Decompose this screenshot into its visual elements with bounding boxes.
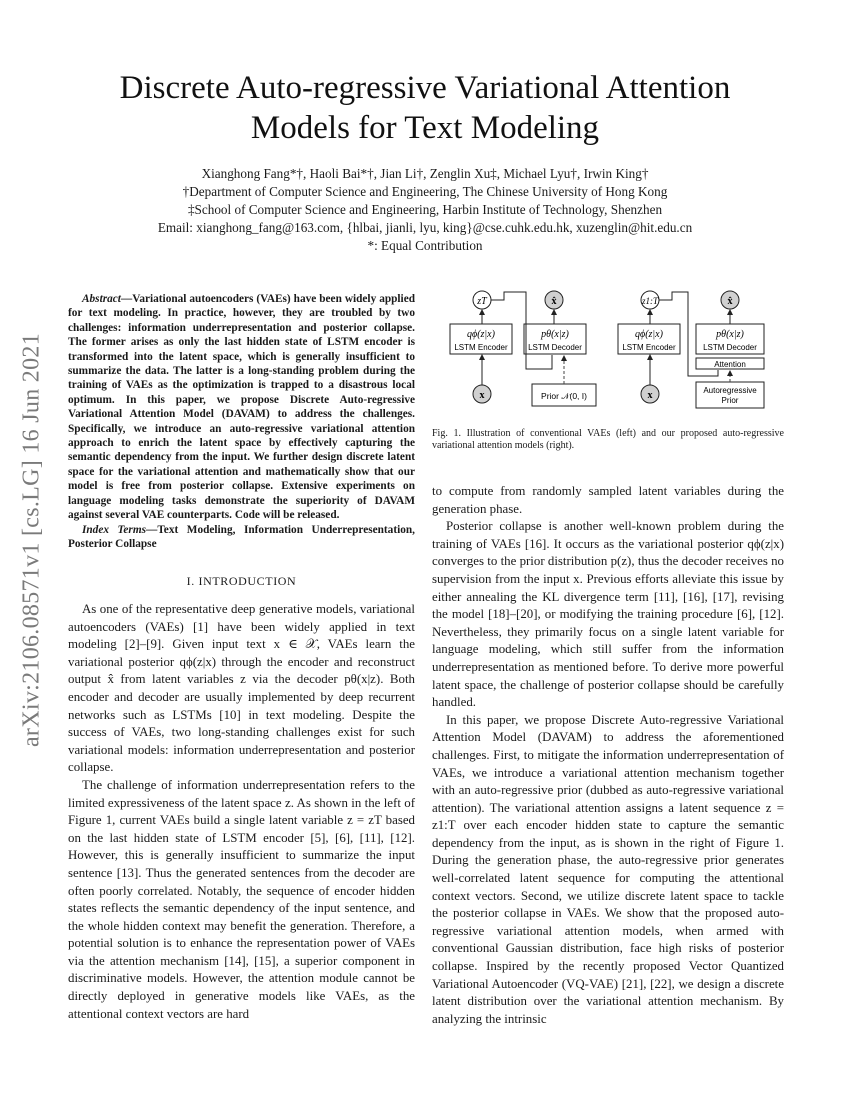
autoregressive-prior-line-2: Prior xyxy=(721,396,739,405)
equal-contribution-note: *: Equal Contribution xyxy=(367,238,483,253)
figure-1-diagram xyxy=(432,284,784,419)
latent-label-left: zT xyxy=(477,296,487,307)
encoder-label-left: LSTM Encoder xyxy=(454,343,508,352)
output-label-right: x̂ xyxy=(727,296,733,307)
prior-label-left: Prior 𝒩(0, I) xyxy=(541,391,587,401)
index-terms-label: Index Terms xyxy=(82,523,147,536)
introduction-body xyxy=(68,601,415,1023)
latent-label-right: z1:T xyxy=(641,296,659,306)
input-label-left: x xyxy=(479,390,485,401)
right-paragraph: In this paper, we propose Discrete Auto-regressive Variational Attention Model (DAVAM) to address the aforementioned challenges. First, to mitigate the information underrepresentation of VAEs, we introduce a variational attention mechanism together with an auto-regressive prior (dubbed as auto-regressive variational attention). The variational attention assigns a latent sequence z = z1:T over each encoder hidden state to capture the semantic dependency from the input, as is shown in the right of Figure 1. During the generation phase, the auto-regressive prior generates well-correlated latent sequence for computing the attentional context vectors. Second, we utilize discrete latent space to tackle the posterior collapse in VAEs. We show that the proposed auto-regressive variational attention models, when armed with conventional Gaussian distribution, face high risks of posterior collapse. Inspired by the recently proposed Vector Quantized Variational Autoencoder (VQ-VAE) [21], [22], we design a discrete latent distribution over the variational attention mechanism. By analyzing the intrinsic xyxy=(432,712,784,1026)
figure-1-caption: Fig. 1. Illustration of conventional VAEs (left) and our proposed auto-regressive variational attention models (right). xyxy=(432,428,784,452)
decoder-label-left: LSTM Decoder xyxy=(528,343,582,352)
right-paragraph: to compute from randomly sampled latent variables during the generation phase. xyxy=(432,484,784,516)
output-label-left: x̂ xyxy=(551,296,557,307)
arxiv-stamp-text: arXiv:2106.08571v1 [cs.LG] 16 Jun 2021 xyxy=(18,332,45,748)
autoregressive-prior-line-1: Autoregressive xyxy=(703,386,757,395)
index-terms-text: —Text Modeling, Information Underrepresentation, Posterior Collapse xyxy=(68,523,415,550)
paper-title xyxy=(80,68,770,148)
section-heading-introduction: I. INTRODUCTION xyxy=(186,574,297,588)
abstract-text: —Variational autoencoders (VAEs) have been widely applied for text modeling. In practice, however, they are troubled by two challenges: information underrepresentation and posterior collapse. The former arises as only the last hidden state of LSTM encoder is transformed into the latent space, which is generally insufficient to summarize the data. The latter is a long-standing problem during the training of VAEs as the optimization is trapped to a disastrous local optimum. In this paper, we propose Discrete Auto-regressive Variational Attention Model (DAVAM) to address the challenges. Specifically, we introduce an auto-regressive variational attention approach to enrich the latent space by effectively capturing the semantic dependency from the input. We further design discrete latent space for the variational attention and mathematically show that our model is free from posterior collapse. Extensive experiments on language modeling tasks demonstrate the superiority of DAVAM against several VAE counterparts. Code will be released. xyxy=(68,293,415,522)
author-emails: Email: xianghong_fang@163.com, {hlbai, jianli, lyu, king}@cse.cuhk.edu.hk, xuzenglin@hit.edu.cn xyxy=(157,220,693,235)
decoder-math-left: pθ(x|z) xyxy=(541,329,569,340)
intro-paragraph: As one of the representative deep generative models, variational autoencoders (VAEs) [1] have been widely applied in text modeling [2]–[9]. Given input text x ∈ 𝒳, VAEs learn the variational posterior qϕ(z|x) through the encoder and reconstruct output x̂ from latent variables z via the decoder pθ(x|z). Both encoder and decoder are usually implemented by deep recurrent networks such as LSTMs [10] in text modeling. Despite the success of VAEs, two long-standing challenges exist for such variational models: information underrepresentation and posterior collapse. xyxy=(68,602,415,775)
author-names: Xianghong Fang*†, Haoli Bai*†, Jian Li†, Zenglin Xu‡, Michael Lyu†, Irwin King† xyxy=(201,166,649,181)
affiliation-hit: ‡School of Computer Science and Engineering, Harbin Institute of Technology, Shenzhen xyxy=(187,202,663,217)
arxiv-stamp xyxy=(12,300,52,780)
figure-1 xyxy=(432,284,784,419)
title-line-2: Models for Text Modeling xyxy=(250,110,600,146)
abstract-label: Abstract xyxy=(82,293,121,305)
attention-label: Attention xyxy=(714,360,746,369)
decoder-math-right: pθ(x|z) xyxy=(716,329,744,340)
intro-paragraph: The challenge of information underrepresentation refers to the limited expressiveness of the latent space z. As shown in the left of Figure 1, current VAEs build a single latent variable z = zT based on the last hidden state of LSTM encoder [5], [6], [11], [12]. However, this is generally insufficient to summarize the input sentence [13]. Thus the generated sentences from the decoder are often poorly correlated. Notably, the sequence of encoder hidden states reflects the semantic dependency of the input sentence, and the whole hidden context may benefit the generation. Therefore, a potential solution is to enhance the representation power of VAEs via the attention mechanism [14], [15], a superior component in discriminative models. However, the attention module cannot be directly deployed in generative models like VAEs, as the attentional context vectors are hard xyxy=(68,777,415,1021)
encoder-label-right: LSTM Encoder xyxy=(622,343,676,352)
author-block xyxy=(80,165,770,255)
right-paragraph: Posterior collapse is another well-known problem during the training of VAEs [16]. It occurs as the variational posterior qϕ(z|x) converges to the prior distribution p(z), thus the decoder receives no supervision from the input x. Previous efforts alleviate this issue by either annealing the KL divergence term [11], [16], [17], revising the model [18]–[20], or modifying the training procedure [6], [12]. Nevertheless, they primarily focus on a single latent variable for language modeling, which still suffer from the information underrepresentation as mentioned before. To derive more powerful latent space, the challenge of posterior collapse should be carefully handled. xyxy=(432,519,784,710)
decoder-label-right: LSTM Decoder xyxy=(703,343,757,352)
abstract xyxy=(68,292,415,551)
encoder-math-left: qϕ(z|x) xyxy=(467,329,495,340)
input-label-right: x xyxy=(647,390,653,401)
encoder-math-right: qϕ(z|x) xyxy=(635,329,663,340)
affiliation-cuhk: †Department of Computer Science and Engineering, The Chinese University of Hong Kong xyxy=(182,184,668,199)
right-column-body xyxy=(432,483,784,1028)
title-line-1: Discrete Auto-regressive Variational Attention xyxy=(119,70,731,106)
